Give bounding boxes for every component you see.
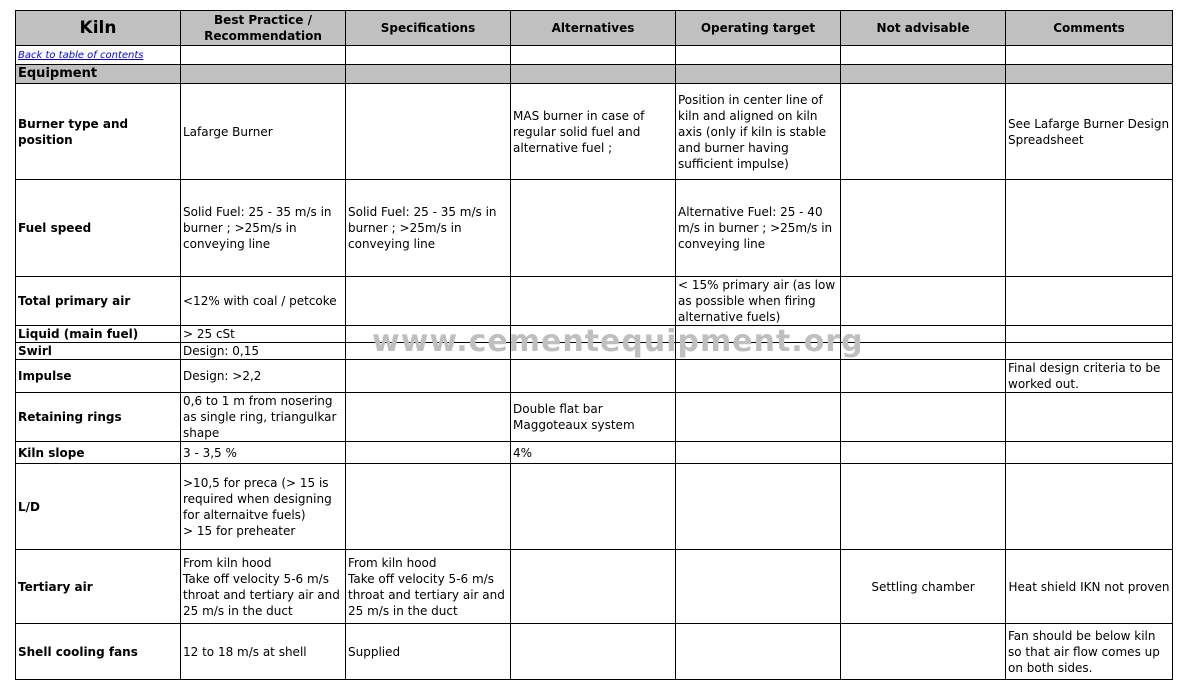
alternatives-cell: 4% [511,442,676,464]
best-practice-cell: >10,5 for preca (> 15 is required when designing for alternaitve fuels) > 15 for preheater [181,464,346,550]
row-label: Tertiary air [16,550,181,624]
comments-cell [1006,464,1173,550]
row-label: Total primary air [16,277,181,326]
alternatives-cell [511,277,676,326]
operating-target-cell: < 15% primary air (as low as possible when firing alternative fuels) [676,277,841,326]
row-label: Fuel speed [16,180,181,277]
operating-target-cell [676,343,841,360]
table-row [16,464,1173,550]
specifications-cell [346,464,511,550]
not-advisable-cell [841,343,1006,360]
comments-cell [1006,393,1173,442]
table-row [16,442,1173,464]
comments-cell: Fan should be below kiln so that air flow comes up on both sides. [1006,624,1173,680]
comments-cell [1006,343,1173,360]
row-label: Retaining rings [16,393,181,442]
row-label: Swirl [16,343,181,360]
best-practice-cell: From kiln hood Take off velocity 5-6 m/s throat and tertiary air and 25 m/s in the duct [181,550,346,624]
not-advisable-cell [841,464,1006,550]
comments-cell [1006,180,1173,277]
header-best-practice: Best Practice / Recommendation [181,11,346,46]
operating-target-cell [676,393,841,442]
table-row [16,343,1173,360]
row-label: Impulse [16,360,181,393]
best-practice-cell: 0,6 to 1 m from nosering as single ring, triangulkar shape [181,393,346,442]
comments-cell: Heat shield IKN not proven [1006,550,1173,624]
comments-cell [1006,442,1173,464]
row-label: Shell cooling fans [16,624,181,680]
comments-cell: Final design criteria to be worked out. [1006,360,1173,393]
table-row [16,550,1173,624]
best-practice-cell: Design: >2,2 [181,360,346,393]
best-practice-cell: 3 - 3,5 % [181,442,346,464]
operating-target-cell [676,442,841,464]
table-row [16,180,1173,277]
not-advisable-cell [841,326,1006,343]
operating-target-cell [676,464,841,550]
alternatives-cell: MAS burner in case of regular solid fuel and alternative fuel ; [511,84,676,180]
not-advisable-cell [841,442,1006,464]
not-advisable-cell [841,277,1006,326]
best-practice-cell: <12% with coal / petcoke [181,277,346,326]
not-advisable-cell [841,393,1006,442]
row-label: Burner type and position [16,84,181,180]
header-operating-target: Operating target [676,11,841,46]
header-comments: Comments [1006,11,1173,46]
specifications-cell [346,393,511,442]
not-advisable-cell [841,624,1006,680]
row-label: Liquid (main fuel) [16,326,181,343]
header-kiln: Kiln [16,11,181,46]
operating-target-cell [676,360,841,393]
header-row [16,11,1173,46]
alternatives-cell [511,180,676,277]
alternatives-cell [511,326,676,343]
row-label: Kiln slope [16,442,181,464]
operating-target-cell [676,624,841,680]
back-to-toc-link[interactable]: Back to table of contents [18,50,144,61]
table-row [16,277,1173,326]
best-practice-cell: 12 to 18 m/s at shell [181,624,346,680]
not-advisable-cell: Settling chamber [841,550,1006,624]
alternatives-cell [511,624,676,680]
table-row [16,326,1173,343]
table-row [16,84,1173,180]
specifications-cell [346,442,511,464]
operating-target-cell: Position in center line of kiln and aligned on kiln axis (only if kiln is stable and burner having sufficient impulse) [676,84,841,180]
table-row [16,624,1173,680]
alternatives-cell [511,464,676,550]
header-specifications: Specifications [346,11,511,46]
specifications-cell [346,343,511,360]
specifications-cell [346,326,511,343]
specifications-cell [346,84,511,180]
specifications-cell: Solid Fuel: 25 - 35 m/s in burner ; >25m/s in conveying line [346,180,511,277]
alternatives-cell [511,343,676,360]
best-practice-cell: Solid Fuel: 25 - 35 m/s in burner ; >25m/s in conveying line [181,180,346,277]
specifications-cell [346,360,511,393]
specifications-cell [346,277,511,326]
best-practice-cell: Lafarge Burner [181,84,346,180]
table-row [16,393,1173,442]
not-advisable-cell [841,84,1006,180]
section-title: Equipment [16,65,181,84]
alternatives-cell: Double flat bar Maggoteaux system [511,393,676,442]
specifications-cell: From kiln hood Take off velocity 5-6 m/s throat and tertiary air and 25 m/s in the duct [346,550,511,624]
best-practice-cell: > 25 cSt [181,326,346,343]
comments-cell [1006,326,1173,343]
header-alternatives: Alternatives [511,11,676,46]
alternatives-cell [511,550,676,624]
not-advisable-cell [841,360,1006,393]
specifications-cell: Supplied [346,624,511,680]
row-label: L/D [16,464,181,550]
watermark: www.cementequipment.org [372,324,864,359]
header-not-advisable: Not advisable [841,11,1006,46]
not-advisable-cell [841,180,1006,277]
comments-cell [1006,277,1173,326]
comments-cell: See Lafarge Burner Design Spreadsheet [1006,84,1173,180]
section-row [16,65,1173,84]
alternatives-cell [511,360,676,393]
link-row [16,46,1173,65]
best-practice-cell: Design: 0,15 [181,343,346,360]
operating-target-cell [676,550,841,624]
operating-target-cell [676,326,841,343]
toc-link-cell [16,46,181,65]
table-row [16,360,1173,393]
kiln-equipment-table [15,10,1173,680]
operating-target-cell: Alternative Fuel: 25 - 40 m/s in burner ; >25m/s in conveying line [676,180,841,277]
